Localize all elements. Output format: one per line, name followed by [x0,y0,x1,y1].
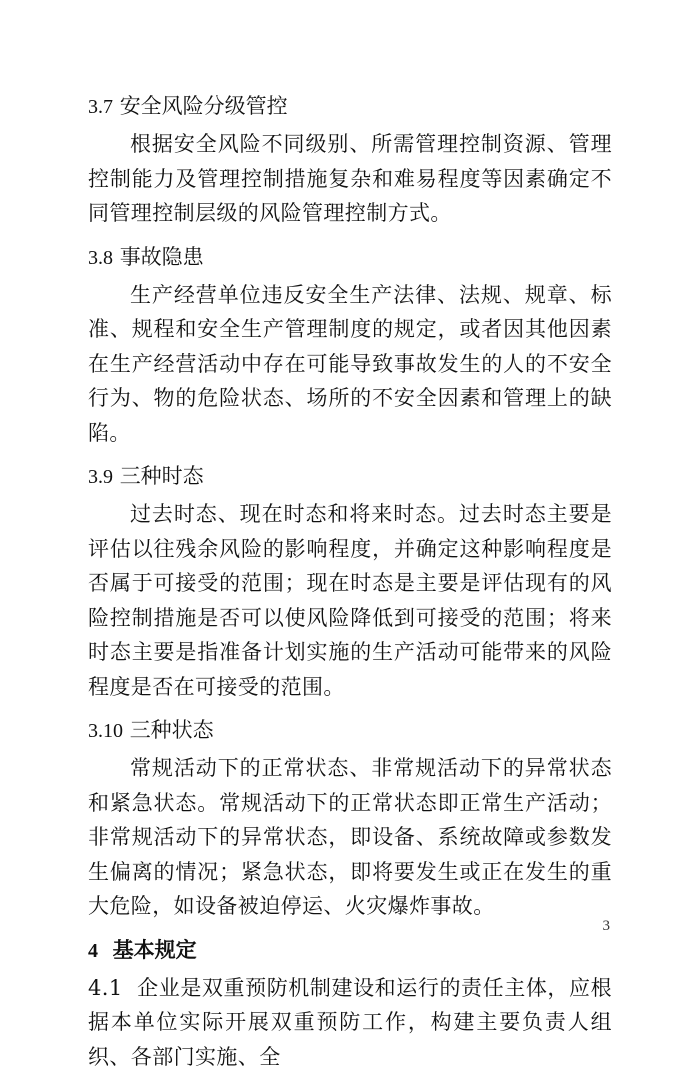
section-body-3-10: 常规活动下的正常状态、非常规活动下的异常状态和紧急状态。常规活动下的正常状态即正常生产活动；非常规活动下的异常状态，即设备、系统故障或参数发生偏离的情况；紧急状态，即将要发生或正在发生的重大危险，如设备被迫停运、火灾爆炸事故。 [88,756,612,918]
section-body-3-7: 根据安全风险不同级别、所需管理控制资源、管理控制能力及管理控制措施复杂和难易程度等因素确定不同管理控制层级的风险管理控制方式。 [88,132,612,225]
page-number: 3 [602,918,610,934]
section-number: 3.10 [88,720,123,742]
section-title: 三种时态 [119,464,204,488]
section-number: 3.8 [88,246,113,269]
chapter-heading-4 [88,930,612,971]
section-number: 3.9 [88,466,113,488]
section-body-3-9: 过去时态、现在时态和将来时态。过去时态主要是评估以往残余风险的影响程度，并确定这种影响程度是否属于可接受的范围；现在时态是主要是评估现有的风险控制措施是否可以使风险降低到可接受的范围；将来时态主要是指准备计划实施的生产活动可能带来的风险程度是否在可接受的范围。 [88,502,612,699]
section-heading-3-9 [88,456,612,497]
clause-4-1 [88,971,612,1075]
section-number: 3.7 [88,96,113,118]
section-body-3-8: 生产经营单位违反安全生产法律、法规、规章、标准、规程和安全生产管理制度的规定，或者因其他因素在生产经营活动中存在可能导致事故发生的人的不安全行为、物的危险状态、场所的不安全因素和管理上的缺陷。 [88,282,612,445]
clause-number: 4.1 [88,975,123,1000]
section-heading-3-10 [88,710,612,751]
section-title: 安全风险分级管控 [119,94,288,118]
chapter-title: 基本规定 [112,936,197,962]
section-heading-3-8 [88,237,612,278]
section-title: 三种状态 [129,718,214,742]
chapter-number: 4 [88,939,98,962]
section-title: 事故隐患 [119,244,204,269]
section-heading-3-7 [88,86,612,127]
clause-text: 企业是双重预防机制建设和运行的责任主体，应根据本单位实际开展双重预防工作，构建主要负责人组织、各部门实施、全 [88,975,612,1069]
